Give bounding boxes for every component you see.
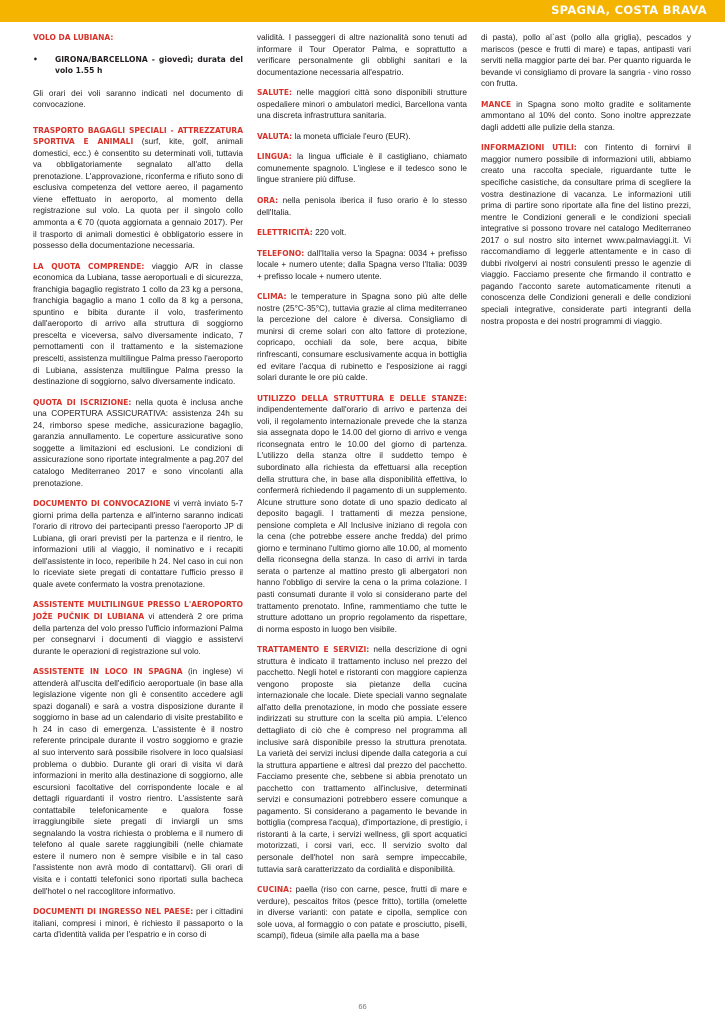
paragraph-heading: TELEFONO: xyxy=(257,248,305,258)
paragraph-text: vi attenderà 2 ore prima della partenza del volo presso l'ufficio informazioni Palma per consegnarvi i documenti di viaggio e assistervi durante le operazioni di registrazione sul volo. xyxy=(33,611,244,656)
paragraph-text: per i cittadini italiani, compresi i minori, è richiesto il passaporto o la carta d'identità valida per l'espatrio e in corso di xyxy=(33,907,243,940)
paragraph-text: dall'Italia verso la Spagna: 0034 + prefisso locale + numero utente; dalla Spagna verso l'Italia: 0039 + prefisso locale + numero utente. xyxy=(257,248,467,281)
paragraph-heading: SALUTE: xyxy=(257,88,293,98)
bullet-icon: • xyxy=(33,54,38,64)
paragraph-heading: TRATTAMENTO E SERVIZI: xyxy=(257,645,370,655)
paragraph-cuisine xyxy=(257,884,467,942)
paragraph-heading: LINGUA: xyxy=(257,152,292,162)
paragraph-registration-fee xyxy=(33,397,243,489)
text-column-2 xyxy=(257,32,467,951)
paragraph-text: (surf, kite, golf, animali domestici, ecc.) è consentito su determinati voli, tuttavia va obbligatoriamente segnalato all'atto della prenotazione. L'approvazione, riconferma e rifiuto sono di esclusiva competenza del vettore aereo, il pagamento viene effettuato in aeroporto, al momento della registrazione sul volo. La quota per il singolo collo ammonta a € 70 (quota aggiornata a gennaio 2017). Per il trasporto di animali domestici è obbligatorio essere in possesso della documentazione necessaria. xyxy=(33,137,243,251)
paragraph-text: la moneta ufficiale l'euro (EUR). xyxy=(292,131,411,141)
page-section-title: SPAGNA, COSTA BRAVA xyxy=(551,3,707,17)
paragraph-heading: CLIMA: xyxy=(257,292,287,302)
page-number: 66 xyxy=(358,1002,367,1011)
paragraph-heading: ASSISTENTE MULTILINGUE PRESSO L'AEROPORTO JOŽE PUČNIK DI LUBIANA xyxy=(33,600,243,621)
paragraph-entry-documents xyxy=(33,906,243,941)
paragraph-cuisine-cont xyxy=(481,32,691,90)
paragraph-health xyxy=(257,87,467,122)
header-bar xyxy=(0,0,725,22)
paragraph-room-use xyxy=(257,393,467,635)
paragraph-heading: ORA: xyxy=(257,196,279,206)
paragraph-electricity xyxy=(257,227,467,239)
paragraph-heading: CUCINA: xyxy=(257,885,293,895)
paragraph-text: nella descrizione di ogni struttura è indicato il trattamento incluso nel prezzo del pacchetto. Negli hotel e ristoranti con maggiore capienza vengono proposte sia pietanze della cucina internazionale che locale. Diete speciali vanno segnalate all'atto della prenotazione, in modo che possiate essere indirizzati su strutture con la scelta più ampia. L'elenco dettagliato di ciò che è compreso nel programma all inclusive sarà disponibile presso la struttura prenotata. La varietà dei servizi inclusi dipende dalla categoria a cui la struttura appartiene e altresì dal prezzo del pacchetto. Facciamo presente che, sebbene si abbia prenotato un pacchetto con trattamento all'inclusive, determinati servizi e consumazioni potrebbero essere comunque a pagamento. Si considerano a pagamento le bevande in bottiglia (compresa l'acqua), d'importazione, di prestigio, i ristoranti à la carte, i servizi wellness, gli sport acquatici motorizzati, i corsi vari, ecc. Il servizio svolto dal personale dell'hotel non sarà sempre impeccabile, tuttavia sarà caratterizzato da cordialità e disponibilità. xyxy=(257,645,467,874)
paragraph-text: la lingua ufficiale è il castigliano, chiamato comunemente spagnolo. L'inglese e il tedesco sono le lingue straniere più diffuse. xyxy=(257,152,467,185)
paragraph-time xyxy=(257,195,467,218)
paragraph-heading: MANCE xyxy=(481,99,512,109)
paragraph-text: vi verrà inviato 5-7 giorni prima della partenza e all'interno saranno indicati l'orario di ritrovo dei partecipanti presso l'aeroporto JP di Lubiana, gli orari previsti per la partenza e il rientro, le informazioni utili al viaggio, il nominativo e i recapiti dell'assistente in loco, reperibile h 24. Nel caso in cui non lo riceviate siete pregati di contattare l'ufficio presso il quale avete confermato la vostra prenotazione. xyxy=(33,499,243,589)
paragraph-text: nelle maggiori città sono disponibili strutture ospedaliere minori o ambulatori medici, Barcellona vanta una discreta infrastruttura sanitaria. xyxy=(257,88,467,121)
paragraph-text: le temperature in Spagna sono più alte delle nostre (25°C-35°C), tuttavia grazie al clima mediterraneo la percezione del calore è diversa. Consigliamo di munirsi di creme solari con alto fattore di protezione, copricapo, occhiali da sole, bere acqua, bibite rinfrescanti, consumare esclusivamente acqua in bottiglia ed evitare l'acqua di rubinetto e l'esposizione ai raggi solari durante le ore più calde. xyxy=(257,292,467,383)
paragraph-heading: ASSISTENTE IN LOCO IN SPAGNA xyxy=(33,667,183,677)
paragraph-validity xyxy=(257,32,467,78)
paragraph-heading: INFORMAZIONI UTILI: xyxy=(481,143,577,153)
paragraph-text: (in inglese) vi attenderà all'uscita dell'edificio aeroportuale (in base alla legislazione vigente non gli è consentito accedere agli spazi doganali) e sarà a vostra disposizione durante il soggiorno in base ad un calendario di visite prestabilito e h 24 in caso di emergenza. L'assistente è il nostro referente principale durante il vostro soggiorno e grazie al suo intervento sarà possibile risolvere in loco qualsiasi problema o dubbio. Durante gli orari di visita vi darà informazioni in merito alla destinazione di soggiorno, alle escursioni facoltative del corrispondente locale e al dettagli riguardanti il vostro rientro. L'assistente sarà contattabile telefonicamente e qualora fosse irraggiungibile siete pregati di inviargli un sms segnalando la vostra richiesta o problema e il numero di telefono al quale sarete raggiungibili (nelle chiamate estere il numero non è sempre visibile e in tal caso l'assistente non avrà modo di contattarvi). Gli orari di visita e i contatti telefonici sono riportati sulla bacheca dell'hotel o nel raccoglitore informativo. xyxy=(33,667,243,896)
paragraph-text: 220 volt. xyxy=(312,228,347,238)
paragraph-text: in Spagna sono molto gradite e solitamente ammontano al 10% del conto. Sono inoltre apprezzate dagli addetti alle pulizie della stanza. xyxy=(481,99,691,132)
paragraph-heading: ELETTRICITÀ: xyxy=(257,228,313,238)
paragraph-text: indipendentemente dall'orario di arrivo e partenza dei voli, il regolamento internazionale prevede che la stanza sia assegnata dopo le 14.00 del giorno di arrivo e venga riconsegnata entro le 10.00 del giorno di partenza. L'utilizzo della stanza oltre il suddetto tempo è subordinato alla richiesta da effettuarsi alla reception della struttura che, in base alla disponibilità effettiva, lo confermerà richiedendo il pagamento di un supplemento. Alcune strutture sono dotate di uno spazio dedicato al deposito bagagli. I trattamenti di mezza pensione, pensione completa e All Inclusive iniziano di regola con la cena (che potrebbe essere anche fredda) del primo giorno e terminano l'ultimo giorno alle 10.00, al momento della riconsegna della stanza. In caso di arrivi in tarda serata o partenze al mattino presto gli albergatori non hanno l'obbligo di servire la cena o la prima colazione. I pasti consumati durante il volo si considerano parte del trattamento prenotato. Infine, rammentiamo che tutte le strutture adottano un proprio regolamento da rispettare, di norma esposto in luogo ben visibile. xyxy=(257,405,467,634)
paragraph-text: paella (riso con carne, pesce, frutti di mare e verdure), pescaitos fritos (pesce fritto), tortilla (omelette in diverse varianti: con patate e cipolla, semplice con sole uova, al formaggio o con patate e prosciutto, piselli, scampi), fideua (simile alla paella ma a base xyxy=(257,885,467,941)
paragraph-heading: DOCUMENTO DI CONVOCAZIONE xyxy=(33,499,171,509)
paragraph-text: con l'intento di fornirvi il maggior numero possibile di informazioni utili, abbiamo creato una raccolta speciale, riguardante tutte le specifiche casistiche, da consultare prima di scegliere la vostra destinazione di vacanza. Le informazioni utili prima di partire sono riportate alla fine del listino prezzi, mentre le Condizioni generali e le condizioni speciali integrative si possono trovare nel catalogo Mediterraneo 2017 o sul nostro sito internet www.palmaviaggi.it. Vi raccomandiamo di leggerle attentamente e in caso di dubbi rivolgervi ai nostri consulenti presso le agenzie di viaggio. Facciamo presente che firmando il contratto e pagando l'acconto sarete automaticamente ritenuti a conoscenza delle Condizioni generali e delle condizioni speciali integrative, considerate parti integranti della nostra proposta e dei nostri programmi di viaggio. xyxy=(481,143,691,326)
paragraph-heading: UTILIZZO DELLA STRUTTURA E DELLE STANZE: xyxy=(257,393,467,403)
text-column-3 xyxy=(481,32,691,336)
paragraph-tips xyxy=(481,99,691,134)
paragraph-text: validità. I passeggeri di altre nazionalità sono tenuti ad informare il Tour Operator Palma, e soprattutto a verificare personalmente gli obblighi sanitari e la documentazione necessaria all'espatrio. xyxy=(257,33,467,77)
paragraph-heading: QUOTA DI ISCRIZIONE: xyxy=(33,397,132,407)
paragraph-text: nella quota è inclusa anche una COPERTURA ASSICURATIVA: assistenza 24h su 24, rimborso spese mediche, assicurazione bagaglio, garanzia annullamento. Le coperture assicurative sono soggette a limitazioni ed esclusioni. Le condizioni di assicurazione sono riportate integralmente a pag.207 del catalogo Mediterraneo 2017 e sono vincolanti alla prenotazione. xyxy=(33,397,243,488)
paragraph-language xyxy=(257,151,467,186)
paragraph-useful-info xyxy=(481,142,691,327)
flight-note: Gli orari dei voli saranno indicati nel documento di convocazione. xyxy=(33,88,243,110)
flight-bullet xyxy=(33,54,243,76)
paragraph-telephone xyxy=(257,248,467,283)
flight-line: GIRONA/BARCELLONA - giovedì; durata del volo 1.55 h xyxy=(55,54,243,75)
paragraph-price-includes xyxy=(33,261,243,388)
paragraph-convocation xyxy=(33,498,243,590)
paragraph-services xyxy=(257,644,467,875)
flight-title: VOLO DA LUBIANA: xyxy=(33,33,114,42)
paragraph-airport-assistant xyxy=(33,599,243,657)
paragraph-local-assistant xyxy=(33,666,243,897)
paragraph-climate xyxy=(257,291,467,383)
paragraph-currency xyxy=(257,131,467,143)
paragraph-text: di pasta), pollo al`ast (pollo alla griglia), pescados y mariscos (pesce e frutti di mare) e tapas, antipasti vari serviti nella maggior parte dei bar. Per quanto riguarda le bevande vi consigliamo di provare la sangria - vino rosso con frutta. xyxy=(481,33,691,89)
paragraph-special-baggage xyxy=(33,125,243,252)
paragraph-heading: LA QUOTA COMPRENDE: xyxy=(33,261,145,271)
paragraph-heading: DOCUMENTI DI INGRESSO NEL PAESE: xyxy=(33,907,194,917)
paragraph-text: viaggio A/R in classe economica da Lubiana, tasse aeroportuali e di sicurezza, franchigia bagaglio registrato 1 collo da 23 kg a persona, franchigia bagaglio a mano 1 collo da 8 kg a persona, spuntino e bibita durante il volo, trasferimento dall'aeroporto di arrivo alla struttura di soggiorno prescelta e viceversa, salvo diversamente indicato, 7 pernottamenti con il trattamento e la sistemazione prescelti, assistenza multilingue Palma presso l'aeroporto di Lubiana, assistenza multilingue Palma presso la destinazione di soggiorno, salvo diversamente indicato. xyxy=(33,261,243,387)
paragraph-text: nella penisola iberica il fuso orario è lo stesso dell'Italia. xyxy=(257,196,467,217)
paragraph-heading: VALUTA: xyxy=(257,131,293,141)
paragraph-heading: TRASPORTO BAGAGLI SPECIALI - ATTREZZATURA SPORTIVA E ANIMALI xyxy=(33,125,243,147)
text-column-1 xyxy=(33,32,243,950)
